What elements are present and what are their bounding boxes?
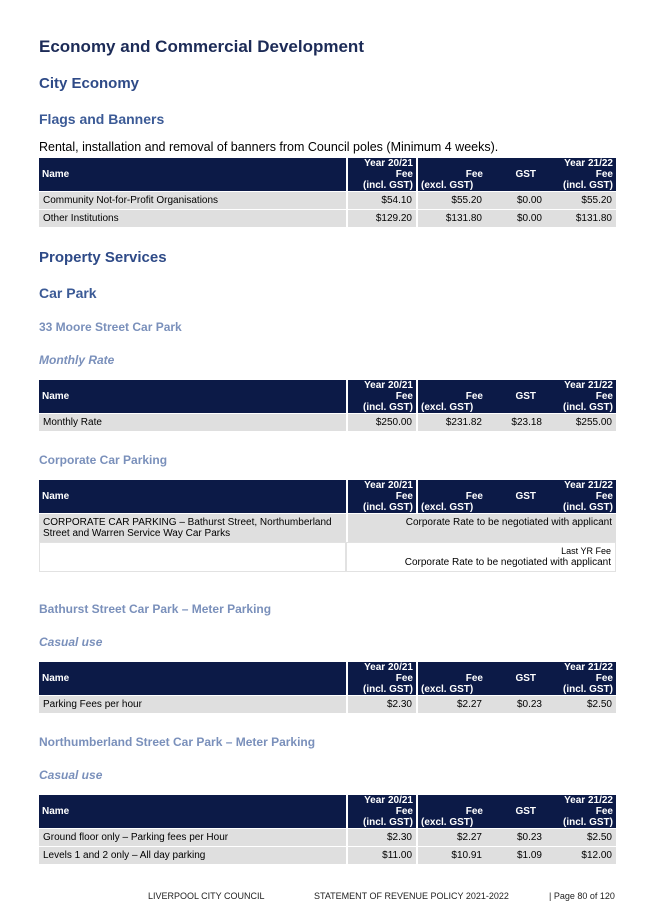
table-row xyxy=(39,413,616,431)
row-gst: $0.23 xyxy=(486,695,546,713)
subsection-heading-flags-banners: Flags and Banners xyxy=(39,111,165,127)
heading-casual-use-bathurst: Casual use xyxy=(39,635,103,649)
col-header-year-curr: Year 21/22 xyxy=(546,380,616,391)
col-header-fee-excl: Fee xyxy=(416,391,486,402)
northumberland-fee-table xyxy=(39,795,616,864)
row-fee-excl: $131.80 xyxy=(416,209,486,227)
col-header-fee-excl: Fee xyxy=(416,806,486,817)
col-header-fee-excl: Fee xyxy=(416,673,486,684)
row-fee-incl: $12.00 xyxy=(546,846,616,864)
row-gst: $23.18 xyxy=(486,413,546,431)
heading-northumberland: Northumberland Street Car Park – Meter Parking xyxy=(39,735,316,749)
col-header-year-prev: Year 20/21 xyxy=(346,662,416,673)
row-name: Ground floor only – Parking fees per Hour xyxy=(39,828,346,846)
col-header-year-prev: Year 20/21 xyxy=(346,380,416,391)
col-header-year-curr: Year 21/22 xyxy=(546,480,616,491)
row-gst: $1.09 xyxy=(486,846,546,864)
heading-monthly-rate: Monthly Rate xyxy=(39,353,115,367)
row-fee-incl: $131.80 xyxy=(546,209,616,227)
table-row xyxy=(39,191,616,209)
col-header-incl-curr: (incl. GST) xyxy=(546,402,616,413)
col-header-incl-prev: (incl. GST) xyxy=(346,180,416,191)
row-fee-incl: $2.50 xyxy=(546,695,616,713)
col-header-gst: GST xyxy=(486,169,546,180)
col-header-fee-prev: Fee xyxy=(346,806,416,817)
table-row xyxy=(39,209,616,227)
col-header-name: Name xyxy=(39,480,346,513)
col-header-year-curr: Year 21/22 xyxy=(546,662,616,673)
subsection-heading-car-park: Car Park xyxy=(39,285,97,301)
row-fee-prev: $2.30 xyxy=(346,695,416,713)
col-header-incl-prev: (incl. GST) xyxy=(346,684,416,695)
col-header-fee-incl: Fee xyxy=(546,673,616,684)
col-header-incl-curr: (incl. GST) xyxy=(546,502,616,513)
row-fee-excl: $231.82 xyxy=(416,413,486,431)
col-header-fee-incl: Fee xyxy=(546,806,616,817)
col-header-gst: GST xyxy=(486,491,546,502)
col-header-fee-incl: Fee xyxy=(546,491,616,502)
footer-doc-title: STATEMENT OF REVENUE POLICY 2021-2022 xyxy=(314,891,509,901)
table-row xyxy=(39,846,616,864)
row-name: Parking Fees per hour xyxy=(39,695,346,713)
table-row xyxy=(39,695,616,713)
corporate-fee-table xyxy=(39,480,616,572)
heading-corporate-parking: Corporate Car Parking xyxy=(39,453,168,467)
table-row xyxy=(39,513,616,542)
section-heading-property-services: Property Services xyxy=(39,249,167,266)
row-fee-prev: $250.00 xyxy=(346,413,416,431)
row-name: Levels 1 and 2 only – All day parking xyxy=(39,846,346,864)
col-header-fee-incl: Fee xyxy=(546,169,616,180)
row-gst: $0.23 xyxy=(486,828,546,846)
row-fee-prev: $54.10 xyxy=(346,191,416,209)
row-name: Community Not-for-Profit Organisations xyxy=(39,191,346,209)
col-header-fee-prev: Fee xyxy=(346,491,416,502)
page-title: Economy and Commercial Development xyxy=(39,37,364,56)
col-header-gst: GST xyxy=(486,673,546,684)
row-name: Other Institutions xyxy=(39,209,346,227)
row-name: Monthly Rate xyxy=(39,413,346,431)
row-fee-excl: $2.27 xyxy=(416,695,486,713)
col-header-year-curr: Year 21/22 xyxy=(546,795,616,806)
row-fee-prev: $11.00 xyxy=(346,846,416,864)
row-fee-prev: $129.20 xyxy=(346,209,416,227)
col-header-incl-prev: (incl. GST) xyxy=(346,817,416,828)
row-gst: $0.00 xyxy=(486,209,546,227)
col-header-incl-curr: (incl. GST) xyxy=(546,684,616,695)
col-header-name: Name xyxy=(39,662,346,695)
col-header-year-prev: Year 20/21 xyxy=(346,158,416,169)
row-last-year xyxy=(346,542,616,572)
row-current-rate: Corporate Rate to be negotiated with applicant xyxy=(346,513,616,542)
col-header-incl-curr: (incl. GST) xyxy=(546,180,616,191)
row-fee-incl: $55.20 xyxy=(546,191,616,209)
heading-moore-street: 33 Moore Street Car Park xyxy=(39,320,182,334)
row-fee-incl: $2.50 xyxy=(546,828,616,846)
row-fee-excl: $55.20 xyxy=(416,191,486,209)
footer-page-number: | Page 80 of 120 xyxy=(549,891,615,901)
col-header-name: Name xyxy=(39,380,346,413)
table-row xyxy=(39,542,616,572)
flags-description: Rental, installation and removal of banners from Council poles (Minimum 4 weeks). xyxy=(39,140,499,154)
section-heading-city-economy: City Economy xyxy=(39,75,140,92)
col-header-year-prev: Year 20/21 xyxy=(346,795,416,806)
table-row xyxy=(39,828,616,846)
heading-casual-use-northumberland: Casual use xyxy=(39,768,103,782)
col-header-gst: GST xyxy=(486,806,546,817)
monthly-fee-table xyxy=(39,380,616,431)
col-header-name: Name xyxy=(39,795,346,828)
row-name: CORPORATE CAR PARKING – Bathurst Street, Northumberland Street and Warren Service Way Car Parks xyxy=(39,513,346,542)
col-header-excl-gst: (excl. GST) xyxy=(416,180,486,191)
col-header-fee-excl: Fee xyxy=(416,491,486,502)
flags-fee-table xyxy=(39,158,616,227)
col-header-excl-gst: (excl. GST) xyxy=(416,684,486,695)
col-header-incl-prev: (incl. GST) xyxy=(346,402,416,413)
row-gst: $0.00 xyxy=(486,191,546,209)
col-header-fee-prev: Fee xyxy=(346,169,416,180)
last-year-label: Last YR Fee xyxy=(561,546,611,556)
bathurst-fee-table xyxy=(39,662,616,713)
col-header-excl-gst: (excl. GST) xyxy=(416,502,486,513)
last-year-value: Corporate Rate to be negotiated with applicant xyxy=(404,557,611,568)
col-header-fee-prev: Fee xyxy=(346,391,416,402)
col-header-fee-prev: Fee xyxy=(346,673,416,684)
col-header-excl-gst: (excl. GST) xyxy=(416,402,486,413)
row-fee-excl: $10.91 xyxy=(416,846,486,864)
col-header-year-curr: Year 21/22 xyxy=(546,158,616,169)
col-header-year-prev: Year 20/21 xyxy=(346,480,416,491)
col-header-fee-excl: Fee xyxy=(416,169,486,180)
col-header-name: Name xyxy=(39,158,346,191)
col-header-gst: GST xyxy=(486,391,546,402)
col-header-fee-incl: Fee xyxy=(546,391,616,402)
heading-bathurst: Bathurst Street Car Park – Meter Parking xyxy=(39,602,272,616)
footer-org: LIVERPOOL CITY COUNCIL xyxy=(148,891,265,901)
row-fee-prev: $2.30 xyxy=(346,828,416,846)
col-header-excl-gst: (excl. GST) xyxy=(416,817,486,828)
row-fee-excl: $2.27 xyxy=(416,828,486,846)
col-header-incl-curr: (incl. GST) xyxy=(546,817,616,828)
row-fee-incl: $255.00 xyxy=(546,413,616,431)
col-header-incl-prev: (incl. GST) xyxy=(346,502,416,513)
